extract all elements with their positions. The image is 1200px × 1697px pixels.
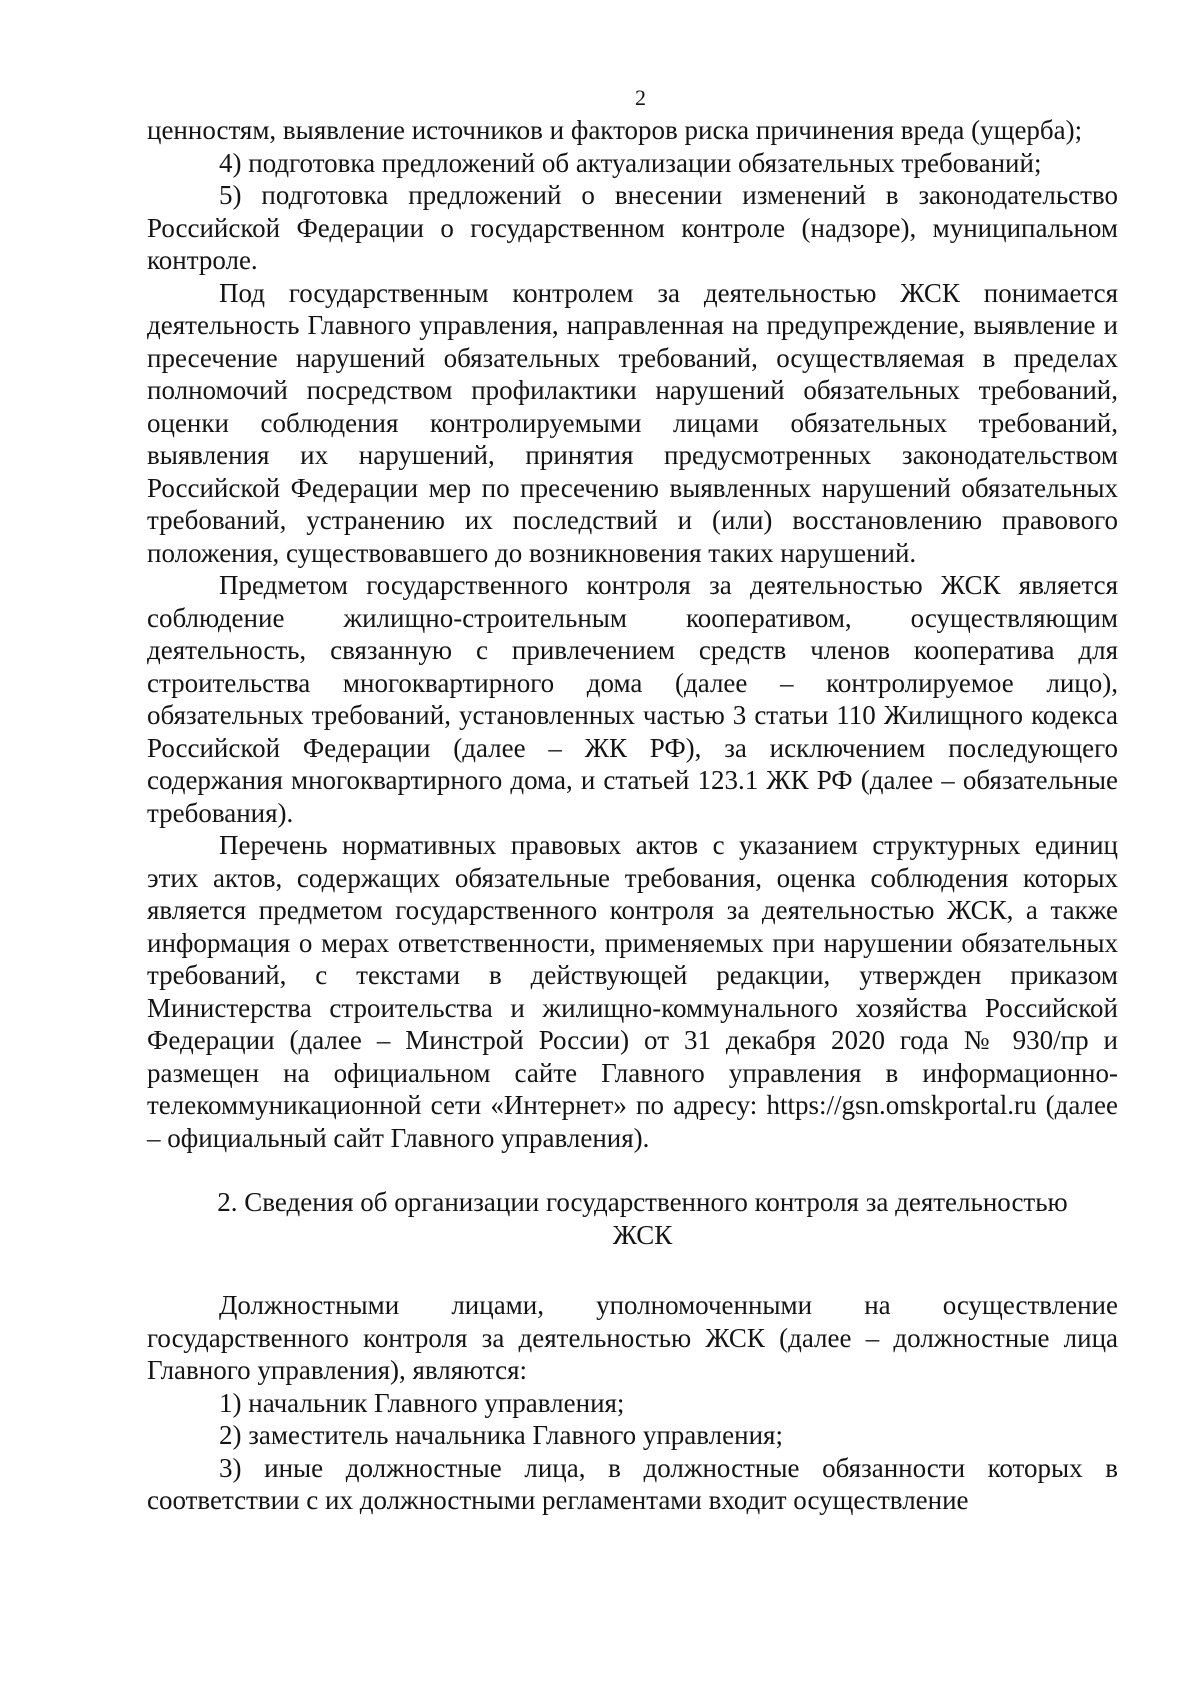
document-page [147, 84, 1118, 1517]
paragraph: 4) подготовка предложений об актуализации обязательных требований; [219, 147, 1042, 178]
paragraph: Должностными лицами, уполномоченными на осуществление государственного контроля за деятельностью ЖСК (далее – должностные лица Главного управления), являются: [147, 1290, 1118, 1385]
spacer [147, 1251, 1118, 1289]
paragraph: ценностям, выявление источников и факторов риска причинения вреда (ущерба); [147, 115, 1083, 145]
list-item: 1) начальник Главного управления; [219, 1387, 625, 1418]
paragraph: Предметом государственного контроля за деятельностью ЖСК является соблюдение жилищно-строительным кооперативом, осуществляющим деятельность, связанную с привлечением средств членов кооператива для строительства многоквартирного дома (далее – контролируемое лицо), обязательных требований, установленных частью 3 статьи 110 Жилищного кодекса Российской Федерации (далее – ЖК РФ), за исключением последующего содержания многоквартирного дома, и статьей 123.1 ЖК РФ (далее – обязательные требования). [147, 570, 1118, 828]
section-heading: 2. Сведения об организации государственного контроля за деятельностью ЖСК [217, 1187, 1068, 1250]
list-item: 2) заместитель начальника Главного управления; [219, 1420, 783, 1450]
paragraph: Перечень нормативных правовых актов с указанием структурных единиц этих актов, содержащих обязательные требования, оценка соблюдения которых является предметом государственного контроля за деятельностью ЖСК, а также информация о мерах ответственности, применяемых при нарушении обязательных требований, с текстами в действующей редакции, утвержден приказом Министерства строительства и жилищно-коммунального хозяйства Российской Федерации (далее – Минстрой России) от 31 декабря 2020 года № 930/пр и размещен на официальном сайте Главного управления в информационно-телекоммуникационной сети «Интернет» по адресу: https://gsn.omskportal.ru (далее – официальный сайт Главного управления). [147, 830, 1118, 1153]
paragraph: Под государственным контролем за деятельностью ЖСК понимается деятельность Главного управления, направленная на предупреждение, выявление и пресечение нарушений обязательных требований, осуществляемая в пределах полномочий посредством профилактики нарушений обязательных требований, оценки соблюдения контролируемыми лицами обязательных требований, выявления их нарушений, принятия предусмотренных законодательством Российской Федерации мер по пресечению выявленных нарушений обязательных требований, устранению их последствий и (или) восстановлению правового положения, существовавшего до возникновения таких нарушений. [147, 277, 1118, 568]
paragraph: 5) подготовка предложений о внесении изменений в законодательство Российской Федерации о государственном контроле (надзоре), муниципальном контроле. [147, 180, 1118, 275]
spacer [147, 1154, 1118, 1186]
page-number: 2 [635, 85, 646, 110]
list-item: 3) иные должностные лица, в должностные обязанности которых в соответствии с их должностными регламентами входит осуществление [147, 1452, 1118, 1515]
